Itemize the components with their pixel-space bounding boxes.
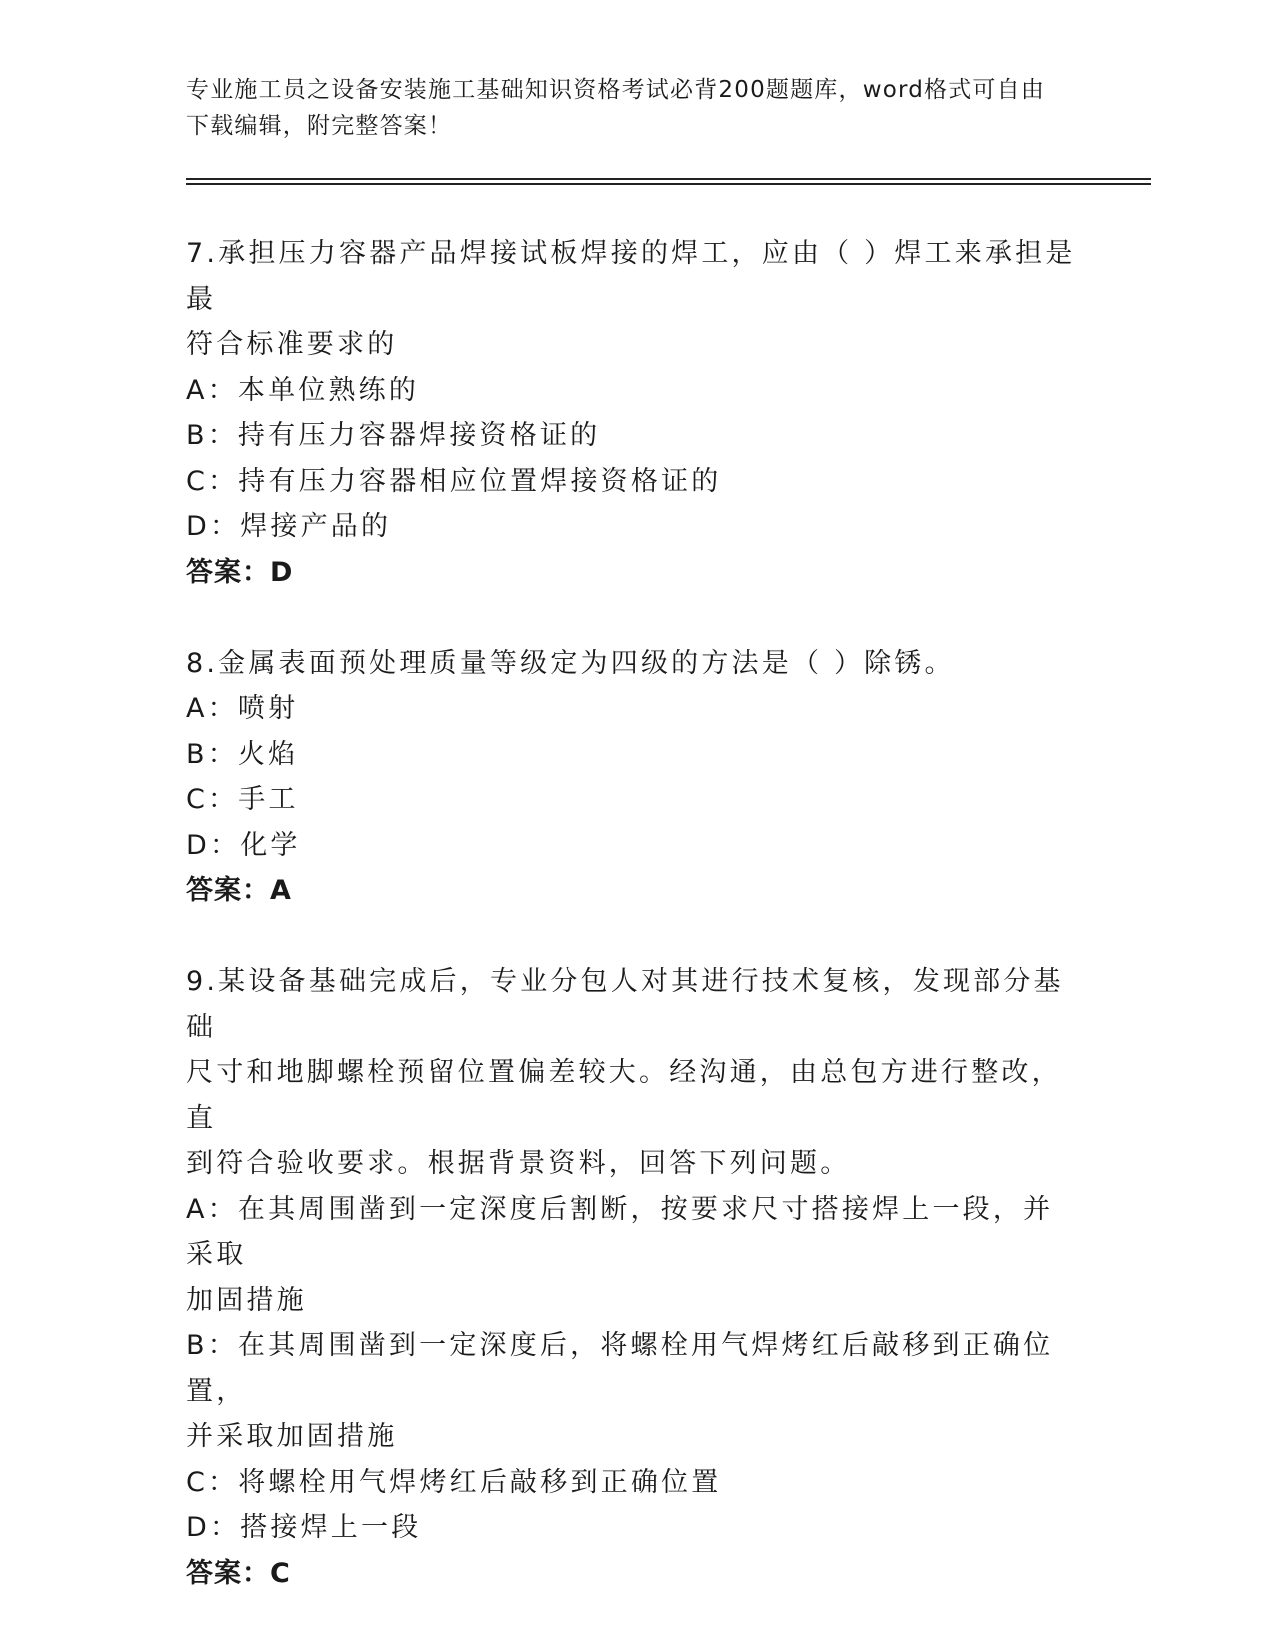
question-7 bbox=[186, 231, 1076, 595]
option-a: A：在其周围凿到一定深度后割断，按要求尺寸搭接焊上一段，并采取 bbox=[186, 1193, 1054, 1270]
document-header bbox=[186, 72, 1066, 144]
question-stem-line: 符合标准要求的 bbox=[186, 329, 398, 360]
question-stem-line: 8.金属表面预处理质量等级定为四级的方法是（ ）除锈。 bbox=[186, 647, 955, 679]
option-b: B：火焰 bbox=[186, 738, 299, 770]
question-stem-line: 尺寸和地脚螺栓预留位置偏差较大。经沟通，由总包方进行整改，直 bbox=[186, 1057, 1062, 1134]
question-8 bbox=[186, 641, 1076, 914]
question-stem-line: 到符合验收要求。根据背景资料，回答下列问题。 bbox=[186, 1148, 851, 1179]
question-stem-line: 9.某设备基础完成后，专业分包人对其进行技术复核，发现部分基础 bbox=[186, 966, 1064, 1043]
header-line-2: 下载编辑，附完整答案！ bbox=[186, 113, 453, 139]
question-spacer bbox=[186, 914, 1076, 960]
option-a: A：喷射 bbox=[186, 693, 299, 724]
option-c: C：手工 bbox=[186, 784, 299, 815]
answer-line: 答案：A bbox=[186, 875, 292, 906]
option-b: B：在其周围凿到一定深度后，将螺栓用气焊烤红后敲移到正确位置， bbox=[186, 1330, 1054, 1407]
header-divider-bottom bbox=[186, 183, 1151, 185]
question-list bbox=[186, 231, 1076, 1596]
option-b: B：持有压力容器焊接资格证的 bbox=[186, 420, 601, 451]
option-a-continued: 加固措施 bbox=[186, 1284, 307, 1316]
question-stem-line: 7.承担压力容器产品焊接试板焊接的焊工，应由（ ）焊工来承担是最 bbox=[186, 238, 1076, 315]
header-line-1: 专业施工员之设备安装施工基础知识资格考试必背200题题库，word格式可自由 bbox=[186, 77, 1046, 103]
option-d: D：搭接焊上一段 bbox=[186, 1512, 422, 1543]
answer-line: 答案：C bbox=[186, 1557, 291, 1589]
option-a: A：本单位熟练的 bbox=[186, 374, 420, 406]
question-spacer bbox=[186, 595, 1076, 641]
option-b-continued: 并采取加固措施 bbox=[186, 1421, 398, 1452]
answer-line: 答案：D bbox=[186, 556, 294, 588]
question-9 bbox=[186, 959, 1076, 1596]
option-d: D：化学 bbox=[186, 829, 301, 861]
option-c: C：将螺栓用气焊烤红后敲移到正确位置 bbox=[186, 1466, 722, 1498]
header-divider-top bbox=[186, 178, 1151, 180]
option-c: C：持有压力容器相应位置焊接资格证的 bbox=[186, 465, 722, 497]
option-d: D：焊接产品的 bbox=[186, 511, 392, 542]
